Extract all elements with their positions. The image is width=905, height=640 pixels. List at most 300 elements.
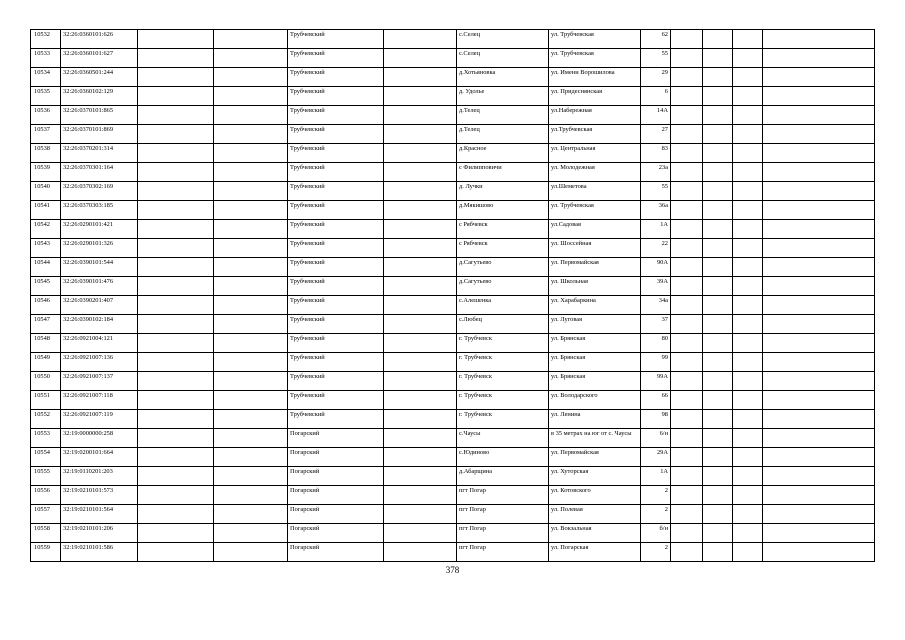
empty-cell [763,391,875,410]
empty-cell [214,163,288,182]
empty-cell [384,486,457,505]
cadastral-number-cell: 32:26:0290101:326 [61,239,138,258]
empty-cell [733,391,763,410]
empty-cell [384,144,457,163]
empty-cell [138,106,214,125]
empty-cell [138,239,214,258]
empty-cell [384,277,457,296]
empty-cell [384,239,457,258]
table-row [31,68,875,87]
empty-cell [384,201,457,220]
empty-cell [763,543,875,562]
empty-cell [733,144,763,163]
row-number-cell: 10551 [31,391,61,410]
locality-cell: пгт Погар [457,486,549,505]
empty-cell [384,220,457,239]
district-cell: Трубчевский [288,87,384,106]
cadastral-number-cell: 32:26:0360101:626 [61,30,138,49]
empty-cell [763,30,875,49]
cadastral-number-cell: 32:19:0000000:258 [61,429,138,448]
cadastral-number-cell: 32:26:0370302:169 [61,182,138,201]
empty-cell [138,486,214,505]
empty-cell [733,258,763,277]
empty-cell [703,144,733,163]
district-cell: Трубчевский [288,68,384,87]
empty-cell [671,429,703,448]
empty-cell [733,239,763,258]
empty-cell [703,182,733,201]
empty-cell [138,543,214,562]
empty-cell [733,87,763,106]
empty-cell [763,486,875,505]
table-row [31,201,875,220]
locality-cell: с.Чаусы [457,429,549,448]
empty-cell [703,429,733,448]
empty-cell [671,144,703,163]
house-number-cell: 36а [641,201,671,220]
house-number-cell: 62 [641,30,671,49]
house-number-cell: 1А [641,467,671,486]
locality-cell: г. Трубчевск [457,334,549,353]
empty-cell [384,315,457,334]
district-cell: Трубчевский [288,239,384,258]
empty-cell [138,68,214,87]
empty-cell [214,49,288,68]
row-number-cell: 10548 [31,334,61,353]
empty-cell [214,68,288,87]
empty-cell [703,277,733,296]
empty-cell [138,125,214,144]
row-number-cell: 10536 [31,106,61,125]
empty-cell [138,334,214,353]
empty-cell [384,334,457,353]
empty-cell [703,543,733,562]
empty-cell [671,106,703,125]
street-cell: ул. Молодежная [549,163,641,182]
street-cell: ул. Брянская [549,334,641,353]
district-cell: Трубчевский [288,315,384,334]
district-cell: Трубчевский [288,106,384,125]
empty-cell [671,448,703,467]
empty-cell [214,125,288,144]
locality-cell: д.Сагутьево [457,277,549,296]
empty-cell [138,144,214,163]
street-cell: ул.Набережная [549,106,641,125]
empty-cell [733,410,763,429]
house-number-cell: б/н [641,524,671,543]
empty-cell [733,429,763,448]
empty-cell [214,239,288,258]
district-cell: Трубчевский [288,391,384,410]
empty-cell [703,448,733,467]
street-cell: ул. Центральная [549,144,641,163]
district-cell: Трубчевский [288,334,384,353]
empty-cell [384,353,457,372]
empty-cell [671,334,703,353]
street-cell: ул. Шоссейная [549,239,641,258]
empty-cell [703,125,733,144]
street-cell: в 35 метрах на юг от с. Чаусы [549,429,641,448]
house-number-cell: 22 [641,239,671,258]
empty-cell [138,296,214,315]
street-cell: ул.Садовая [549,220,641,239]
empty-cell [733,49,763,68]
house-number-cell: 2 [641,505,671,524]
locality-cell: д. Лучки [457,182,549,201]
empty-cell [384,543,457,562]
empty-cell [703,467,733,486]
empty-cell [703,296,733,315]
cadastral-number-cell: 32:19:0110201:203 [61,467,138,486]
empty-cell [384,106,457,125]
cadastral-number-cell: 32:26:0370303:185 [61,201,138,220]
cadastral-number-cell: 32:19:0210101:206 [61,524,138,543]
row-number-cell: 10540 [31,182,61,201]
empty-cell [703,239,733,258]
cadastral-number-cell: 32:26:0921007:137 [61,372,138,391]
table-row [31,486,875,505]
house-number-cell: 6/н [641,429,671,448]
empty-cell [763,334,875,353]
cadastral-number-cell: 32:26:0370101:865 [61,106,138,125]
row-number-cell: 10542 [31,220,61,239]
empty-cell [214,220,288,239]
row-number-cell: 10549 [31,353,61,372]
empty-cell [703,315,733,334]
street-cell: ул. Луговая [549,315,641,334]
empty-cell [384,163,457,182]
empty-cell [733,467,763,486]
empty-cell [703,201,733,220]
district-cell: Погарский [288,467,384,486]
table-row [31,49,875,68]
table-row [31,220,875,239]
empty-cell [763,106,875,125]
house-number-cell: 37 [641,315,671,334]
table-row [31,429,875,448]
empty-cell [138,524,214,543]
cadastral-number-cell: 32:26:0370301:164 [61,163,138,182]
empty-cell [671,372,703,391]
empty-cell [138,258,214,277]
table-row [31,448,875,467]
row-number-cell: 10555 [31,467,61,486]
empty-cell [703,505,733,524]
empty-cell [763,353,875,372]
locality-cell: с Филипповичи [457,163,549,182]
empty-cell [733,182,763,201]
empty-cell [384,410,457,429]
house-number-cell: 1А [641,220,671,239]
district-cell: Трубчевский [288,201,384,220]
empty-cell [703,106,733,125]
registry-table-container [30,29,874,562]
empty-cell [671,467,703,486]
empty-cell [671,239,703,258]
locality-cell: с.Селец [457,30,549,49]
cadastral-number-cell: 32:26:0921004:121 [61,334,138,353]
row-number-cell: 10558 [31,524,61,543]
empty-cell [671,391,703,410]
street-cell: ул. Брянская [549,372,641,391]
table-row [31,467,875,486]
empty-cell [214,30,288,49]
empty-cell [763,467,875,486]
locality-cell: с Рябчевск [457,239,549,258]
table-row [31,258,875,277]
empty-cell [733,277,763,296]
street-cell: ул. Харабаркина [549,296,641,315]
empty-cell [671,68,703,87]
empty-cell [384,258,457,277]
table-row [31,524,875,543]
house-number-cell: 29 [641,68,671,87]
empty-cell [733,353,763,372]
empty-cell [214,467,288,486]
house-number-cell: 98 [641,410,671,429]
locality-cell: д.Сагутьево [457,258,549,277]
empty-cell [214,87,288,106]
empty-cell [763,296,875,315]
empty-cell [703,30,733,49]
empty-cell [703,486,733,505]
locality-cell: д.Телец [457,106,549,125]
row-number-cell: 10532 [31,30,61,49]
cadastral-number-cell: 32:26:0360101:627 [61,49,138,68]
row-number-cell: 10534 [31,68,61,87]
cadastral-number-cell: 32:19:0210101:586 [61,543,138,562]
empty-cell [384,467,457,486]
empty-cell [763,201,875,220]
empty-cell [763,524,875,543]
district-cell: Трубчевский [288,182,384,201]
empty-cell [763,49,875,68]
empty-cell [763,182,875,201]
house-number-cell: 99 [641,353,671,372]
cadastral-number-cell: 32:26:0370101:869 [61,125,138,144]
house-number-cell: 66 [641,391,671,410]
street-cell: ул. Первомайская [549,258,641,277]
street-cell: ул.Трубчевская [549,125,641,144]
table-row [31,391,875,410]
street-cell: ул. Школьная [549,277,641,296]
empty-cell [671,258,703,277]
house-number-cell: 55 [641,49,671,68]
empty-cell [138,49,214,68]
cadastral-number-cell: 32:26:0921007:136 [61,353,138,372]
row-number-cell: 10556 [31,486,61,505]
table-row [31,315,875,334]
empty-cell [671,220,703,239]
empty-cell [671,296,703,315]
table-row [31,505,875,524]
empty-cell [671,524,703,543]
street-cell: ул. Ленина [549,410,641,429]
district-cell: Трубчевский [288,125,384,144]
district-cell: Погарский [288,505,384,524]
empty-cell [763,277,875,296]
table-row [31,410,875,429]
street-cell: ул. Хуторская [549,467,641,486]
row-number-cell: 10553 [31,429,61,448]
locality-cell: д.Мякишово [457,201,549,220]
empty-cell [733,68,763,87]
house-number-cell: 29А [641,448,671,467]
empty-cell [384,524,457,543]
street-cell: ул. Первомайская [549,448,641,467]
street-cell: ул. Володарского [549,391,641,410]
empty-cell [733,106,763,125]
empty-cell [763,239,875,258]
empty-cell [671,410,703,429]
row-number-cell: 10554 [31,448,61,467]
empty-cell [763,410,875,429]
empty-cell [138,353,214,372]
cadastral-number-cell: 32:19:0200101:664 [61,448,138,467]
empty-cell [384,68,457,87]
empty-cell [384,182,457,201]
empty-cell [703,87,733,106]
empty-cell [384,429,457,448]
row-number-cell: 10550 [31,372,61,391]
table-row [31,182,875,201]
house-number-cell: 27 [641,125,671,144]
empty-cell [733,334,763,353]
empty-cell [138,372,214,391]
row-number-cell: 10552 [31,410,61,429]
empty-cell [703,68,733,87]
table-row [31,296,875,315]
empty-cell [671,353,703,372]
empty-cell [763,87,875,106]
row-number-cell: 10539 [31,163,61,182]
row-number-cell: 10544 [31,258,61,277]
empty-cell [763,163,875,182]
empty-cell [138,467,214,486]
empty-cell [703,391,733,410]
empty-cell [214,372,288,391]
empty-cell [214,182,288,201]
district-cell: Трубчевский [288,49,384,68]
empty-cell [214,258,288,277]
house-number-cell: 14А [641,106,671,125]
table-row [31,163,875,182]
empty-cell [138,201,214,220]
district-cell: Трубчевский [288,258,384,277]
empty-cell [671,201,703,220]
empty-cell [214,106,288,125]
house-number-cell: 6 [641,87,671,106]
house-number-cell: 2 [641,486,671,505]
empty-cell [703,372,733,391]
empty-cell [138,277,214,296]
table-row [31,239,875,258]
cadastral-number-cell: 32:26:0921007:119 [61,410,138,429]
district-cell: Погарский [288,524,384,543]
table-row [31,30,875,49]
empty-cell [733,486,763,505]
empty-cell [703,163,733,182]
cadastral-number-cell: 32:26:0390102:184 [61,315,138,334]
empty-cell [733,201,763,220]
district-cell: Трубчевский [288,296,384,315]
house-number-cell: 2 [641,543,671,562]
cadastral-number-cell: 32:19:0210101:573 [61,486,138,505]
empty-cell [763,258,875,277]
empty-cell [733,296,763,315]
empty-cell [733,30,763,49]
empty-cell [384,296,457,315]
locality-cell: пгт Погар [457,543,549,562]
empty-cell [703,410,733,429]
locality-cell: д.Телец [457,125,549,144]
empty-cell [733,163,763,182]
empty-cell [733,543,763,562]
cadastral-number-cell: 32:26:0290101:421 [61,220,138,239]
empty-cell [384,505,457,524]
empty-cell [733,125,763,144]
empty-cell [214,410,288,429]
cadastral-number-cell: 32:26:0390201:407 [61,296,138,315]
empty-cell [671,486,703,505]
table-row [31,334,875,353]
empty-cell [671,315,703,334]
empty-cell [671,30,703,49]
table-row [31,125,875,144]
empty-cell [763,144,875,163]
locality-cell: д.Красное [457,144,549,163]
empty-cell [671,182,703,201]
house-number-cell: 83 [641,144,671,163]
empty-cell [214,486,288,505]
empty-cell [138,220,214,239]
empty-cell [703,353,733,372]
empty-cell [214,524,288,543]
empty-cell [138,410,214,429]
row-number-cell: 10537 [31,125,61,144]
empty-cell [384,448,457,467]
street-cell: ул. Погарская [549,543,641,562]
empty-cell [384,372,457,391]
locality-cell: г. Трубчевск [457,372,549,391]
district-cell: Трубчевский [288,144,384,163]
house-number-cell: 55 [641,182,671,201]
street-cell: ул. Брянская [549,353,641,372]
table-row [31,277,875,296]
empty-cell [138,315,214,334]
street-cell: ул. Имени Ворошилова [549,68,641,87]
cadastral-number-cell: 32:26:0921007:118 [61,391,138,410]
locality-cell: с Рябчевск [457,220,549,239]
cadastral-number-cell: 32:26:0390101:476 [61,277,138,296]
row-number-cell: 10557 [31,505,61,524]
empty-cell [138,30,214,49]
row-number-cell: 10541 [31,201,61,220]
street-cell: ул. Трубчевская [549,30,641,49]
empty-cell [214,429,288,448]
house-number-cell: 34а [641,296,671,315]
empty-cell [733,315,763,334]
empty-cell [763,125,875,144]
empty-cell [384,87,457,106]
district-cell: Погарский [288,448,384,467]
row-number-cell: 10546 [31,296,61,315]
house-number-cell: 23а [641,163,671,182]
empty-cell [763,505,875,524]
empty-cell [214,296,288,315]
locality-cell: с.Любец [457,315,549,334]
district-cell: Трубчевский [288,30,384,49]
